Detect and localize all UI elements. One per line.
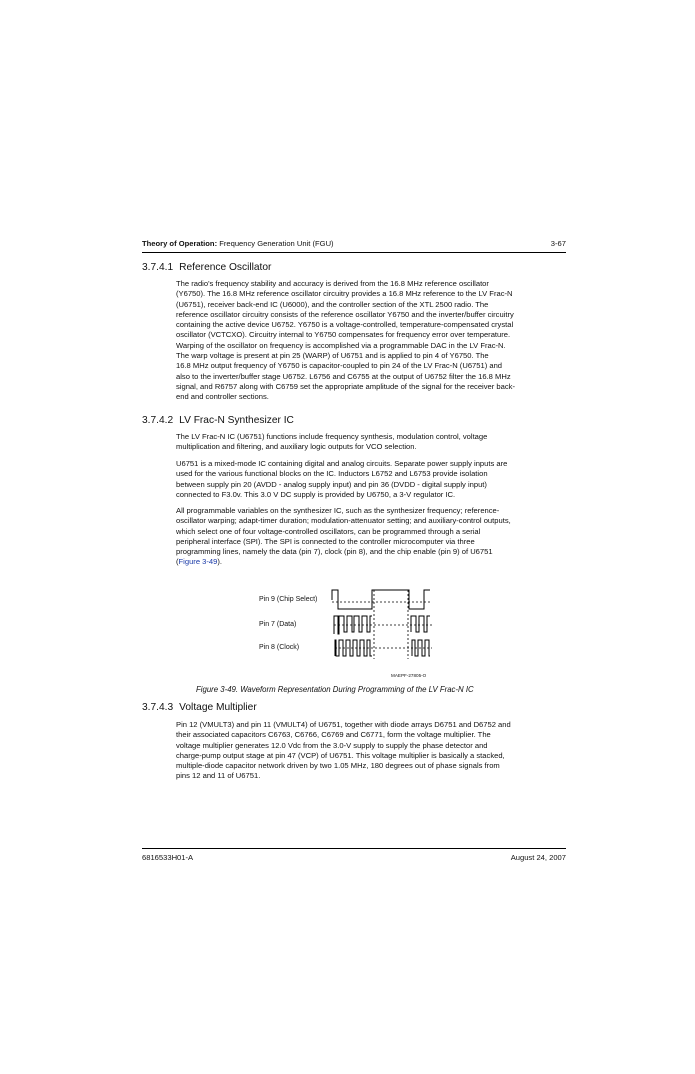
paragraph: All programmable variables on the synthesizer IC, such as the synthesizer frequency; reference- oscillator warping; adapt-timer duration; modulation-attenuator setting; and auxiliary-control outputs, which select one of four voltage-controlled oscillators, can be programmed through a serial peripheral interface (SPI). The SPI is connected to the controller microcomputer via three programming lines, namely the data (pin 7), clock (pin 8), and the chip enable (pin 9) of U6751 (Figure 3-49). <box>176 506 511 567</box>
footer-date: August 24, 2007 <box>510 853 566 862</box>
waveform-figure <box>256 587 436 683</box>
paragraph: Pin 12 (VMULT3) and pin 11 (VMULT4) of U6751, together with diode arrays D6751 and D6752 and their associated capacitors C6763, C6766, C6769 and C6771, form the voltage multiplier. The voltage multiplier generates 12.0 Vdc from the 3.0-V supply to supply the phase detector and charge-pump output stage at pin 47 (VCP) of U6751. This voltage multiplier is basically a stacked, multiple-diode capacitor network driven by two 1.05 MHz, 180 degrees out of phase signals from pins 12 and 11 of U6751. <box>176 720 511 781</box>
page-footer <box>142 853 566 865</box>
page-header <box>142 239 566 251</box>
header-page-number: 3-67 <box>550 239 566 248</box>
figure-caption: Figure 3-49. Waveform Representation During Programming of the LV Frac-N IC <box>196 685 474 694</box>
header-rule <box>142 252 566 253</box>
figure-label-chip-select: Pin 9 (Chip Select) <box>259 596 318 603</box>
footer-rule <box>142 848 566 849</box>
section-heading-lv-frac-n: 3.7.4.2 LV Frac-N Synthesizer IC <box>142 415 294 426</box>
section-heading-reference-oscillator: 3.7.4.1 Reference Oscillator <box>142 262 272 273</box>
header-section-title: Theory of Operation: Frequency Generation Unit (FGU) <box>142 239 334 248</box>
paragraph: U6751 is a mixed-mode IC containing digital and analog circuits. Separate power supply inputs are used for the various functional blocks on the IC. Inductors L6752 and L6753 provide isolation between supply pin 20 (AVDD - analog supply input) and pin 36 (DVDD - digital supply input) connected to F3.0v. This 3.0 V DC supply is provided by U6750, a 3-V regulator IC. <box>176 459 508 499</box>
paragraph: The LV Frac-N IC (U6751) functions include frequency synthesis, modulation control, voltage multiplication and filtering, and auxiliary logic outputs for VCO selection. <box>176 432 488 452</box>
paragraph: The radio's frequency stability and accuracy is derived from the 16.8 MHz reference oscillator (Y6750). The 16.8 MHz reference oscillator circuitry provides a 16.8 MHz reference to the LV Frac-N (U6751), receiver back-end IC (U6000), and the controller section of the XTL 2500 radio. The reference oscillator circuitry consists of the reference oscillator Y6750 and the inverter/buffer circuitry containing the active device U6752. Y6750 is a voltage-controlled, temperature-compensated crystal oscillator (VCTCXO). Circuitry internal to Y6750 compensates for frequency error over temperature. Warping of the oscillator on frequency is accomplished via a programmable DAC in the LV Frac-N. The warp voltage is present at pin 25 (WARP) of U6751 and is applied to pin 4 of Y6750. The 16.8 MHz output frequency of Y6750 is capacitor-coupled to pin 24 of the LV Frac-N (U6751) and also to the inverter/buffer stage U6752. L6756 and C6755 at the output of U6752 filter the 16.8 MHz signal, and R6757 along with C6759 set the appropriate amplitude of the signal for the receiver back- end and controller sections. <box>176 279 515 402</box>
section-heading-voltage-multiplier: 3.7.4.3 Voltage Multiplier <box>142 702 257 713</box>
figure-code: MAEPF-27805-O <box>391 673 427 678</box>
footer-doc-number: 6816533H01-A <box>142 853 194 862</box>
figure-label-clock: Pin 8 (Clock) <box>259 644 300 651</box>
chip-select-waveform <box>332 590 430 609</box>
figure-label-data: Pin 7 (Data) <box>259 621 297 628</box>
figure-reference-link[interactable]: Figure 3-49 <box>178 557 218 567</box>
